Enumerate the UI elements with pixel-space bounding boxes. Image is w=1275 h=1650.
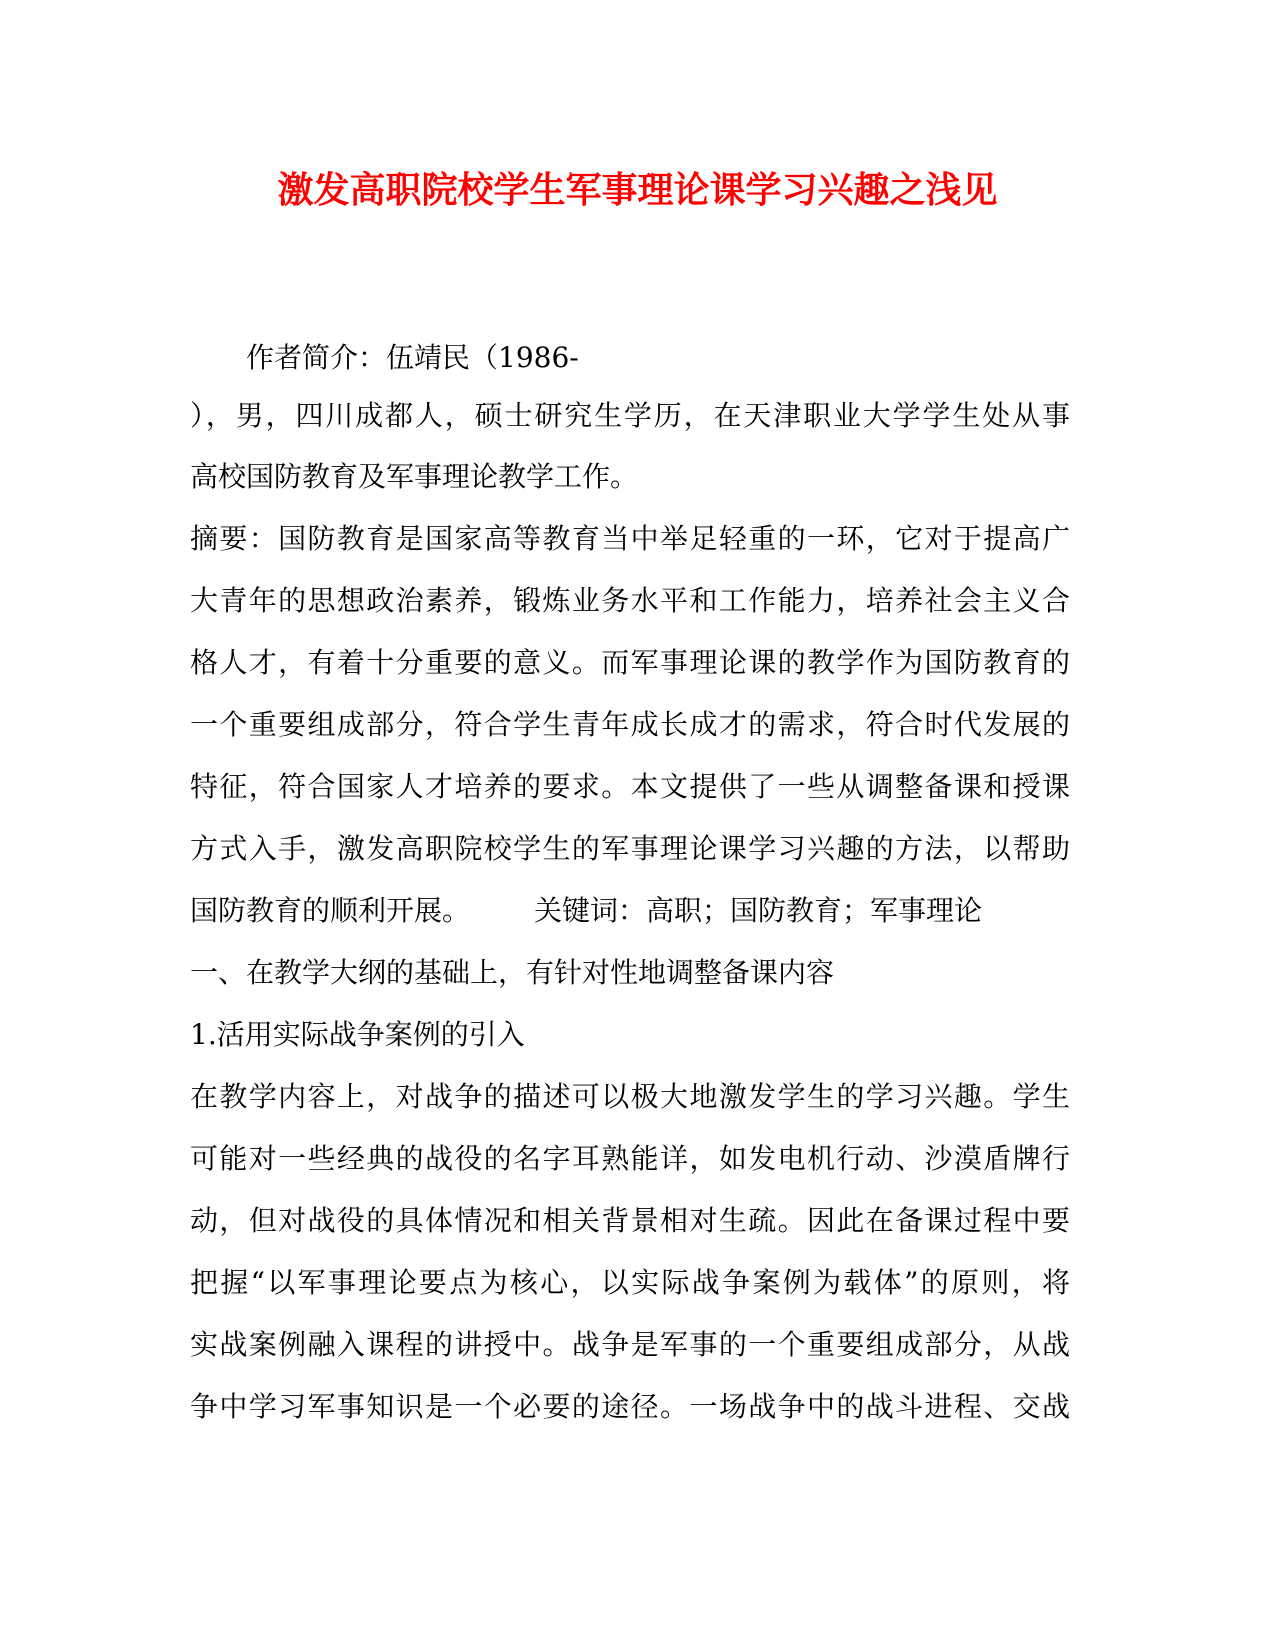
paragraph-line: 动，但对战役的具体情况和相关背景相对生疏。因此在备课过程中要 [190, 1204, 1070, 1237]
abstract-last-line [190, 891, 982, 931]
keywords: 关键词：高职；国防教育；军事理论 [534, 894, 983, 927]
abstract-line: 一个重要组成部分，符合学生青年成长成才的需求，符合时代发展的 [190, 708, 1070, 741]
abstract-end: 国防教育的顺利开展。 [190, 894, 471, 927]
paragraph-line: 争中学习军事知识是一个必要的途径。一场战争中的战斗进程、交战 [190, 1390, 1070, 1423]
abstract-line: 摘要：国防教育是国家高等教育当中举足轻重的一环，它对于提高广 [190, 522, 1070, 555]
paragraph-line: 在教学内容上，对战争的描述可以极大地激发学生的学习兴趣。学生 [190, 1080, 1070, 1113]
paragraph-line: 可能对一些经典的战役的名字耳熟能详，如发电机行动、沙漠盾牌行 [190, 1142, 1070, 1175]
abstract-line: 方式入手，激发高职院校学生的军事理论课学习兴趣的方法，以帮助 [190, 832, 1070, 865]
document-title: 激发高职院校学生军事理论课学习兴趣之浅见 [277, 169, 998, 211]
author-intro-line: 作者简介：伍靖民（1986- [246, 341, 579, 374]
paragraph-line: ），男，四川成都人，硕士研究生学历，在天津职业大学学生处从事 [190, 399, 1070, 432]
paragraph-line: 实战案例融入课程的讲授中。战争是军事的一个重要组成部分，从战 [190, 1328, 1070, 1361]
paragraph-line: 高校国防教育及军事理论教学工作。 [190, 460, 639, 493]
paragraph-line: 把握“以军事理论要点为核心，以实际战争案例为载体”的原则，将 [190, 1266, 1070, 1299]
abstract-line: 大青年的思想政治素养，锻炼业务水平和工作能力，培养社会主义合 [190, 584, 1070, 617]
abstract-line: 特征，符合国家人才培养的要求。本文提供了一些从调整备课和授课 [190, 770, 1070, 803]
abstract-line: 格人才，有着十分重要的意义。而军事理论课的教学作为国防教育的 [190, 646, 1070, 679]
section-heading: 一、在教学大纲的基础上，有针对性地调整备课内容 [190, 956, 835, 989]
subsection-heading: 1.活用实际战争案例的引入 [190, 1018, 525, 1051]
